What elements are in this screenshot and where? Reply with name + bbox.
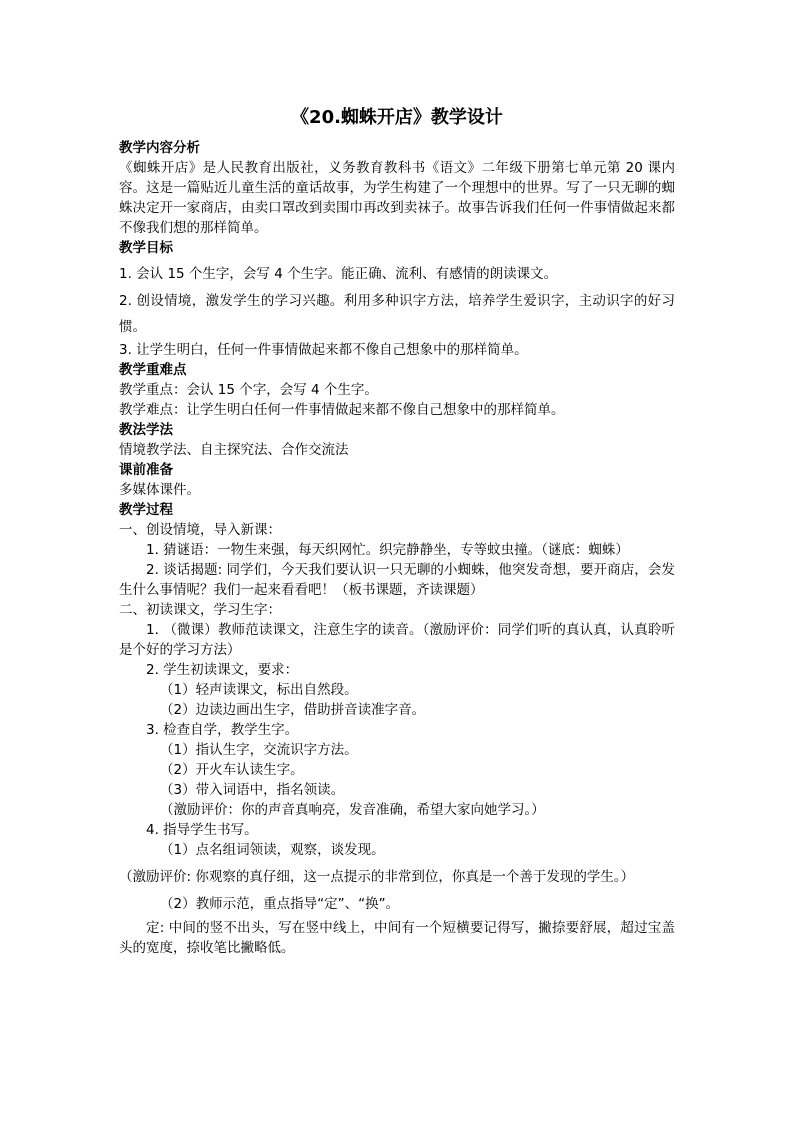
process-check-eval: （激励评价：你的声音真响亮，发音准确，希望大家向她学习。） (160, 802, 545, 818)
process-ding-guidance: 定: 中间的竖不出头，写在竖中线上，中间有一个短横要记得写，撇捺要舒展，超过宝盖头的宽度，捺收笔比撇略低。 (119, 920, 675, 956)
process-check-1: （1）指认生字，交流识字方法。 (160, 742, 358, 758)
objective-item-2: 2. 创设情境，激发学生的学习兴趣。利用多种识字方法，培养学生爱识字，主动识字的好习惯。 (119, 293, 675, 335)
objective-item-3: 3. 让学生明白，任何一件事情做起来都不像自己想象中的那样简单。 (119, 342, 528, 358)
process-writing-2: （2）教师示范，重点指导“定”、“换”。 (160, 896, 400, 912)
process-check-3: （3）带入词语中，指名领读。 (160, 782, 345, 798)
section-heading-objectives: 教学目标 (119, 240, 173, 256)
objective-item-1: 1. 会认 15 个生字，会写 4 个生字。能正确、流利、有感情的朗读课文。 (119, 266, 558, 282)
process-first-read-1: （1）轻声读课文，标出自然段。 (160, 682, 358, 698)
methods-text: 情境教学法、自主探究法、合作交流法 (119, 442, 349, 458)
process-writing-eval: （激励评价: 你观察的真仔细，这一点提示的非常到位，你真是一个善于发现的学生。） (119, 869, 635, 885)
process-check: 3. 检查自学，教学生字。 (146, 722, 299, 738)
process-part1-title: 一、创设情境，导入新课： (119, 522, 281, 538)
section-heading-content-analysis: 教学内容分析 (119, 140, 200, 156)
difficult-point-text: 教学难点：让学生明白任何一件事情做起来都不像自己想象中的那样简单。 (119, 402, 565, 418)
process-riddle: 1. 猜谜语：一物生来强，每天织网忙。织完静静坐，专等蚊虫撞。（谜底：蜘蛛） (146, 542, 629, 558)
section-heading-preparation: 课前准备 (119, 462, 173, 478)
process-topic: 2. 谈话揭题: 同学们，今天我们要认识一只无聊的小蜘蛛，他突发奇想，要开商店，会发生什么事情呢？我们一起来看看吧！（板书课题，齐读课题） (119, 562, 675, 598)
document-page (119, 104, 675, 958)
document-title: 《20.蜘蛛开店》教学设计 (291, 107, 503, 128)
process-writing: 4. 指导学生书写。 (146, 822, 258, 838)
preparation-text: 多媒体课件。 (119, 482, 200, 498)
process-first-read: 2. 学生初读课文，要求： (146, 662, 299, 678)
section-heading-key-points: 教学重难点 (119, 362, 187, 378)
content-analysis-text: 《蜘蛛开店》是人民教育出版社，义务教育教科书《语文》二年级下册第七单元第 20 课内容。这是一篇贴近儿童生活的童话故事，为学生构建了一个理想中的世界。写了一只无聊的蜘蛛决定开一家商店，由卖口罩改到卖围巾再改到卖袜子。故事告诉我们任何一件事情做起来都不像我们想的那样简单。 (119, 160, 675, 236)
process-model-reading: 1. （微课）教师范读课文，注意生字的读音。（激励评价：同学们听的真认真，认真聆听是个好的学习方法） (119, 622, 675, 658)
process-part2-title: 二、初读课文，学习生字： (119, 602, 281, 618)
process-writing-1: （1）点名组词领读，观察，谈发现。 (160, 842, 385, 858)
key-point-text: 教学重点：会认 15 个字，会写 4 个生字。 (119, 382, 378, 398)
section-heading-process: 教学过程 (119, 502, 173, 518)
section-heading-methods: 教法学法 (119, 422, 173, 438)
process-check-2: （2）开火车认读生字。 (160, 762, 304, 778)
process-first-read-2: （2）边读边画出生字，借助拼音读准字音。 (160, 702, 426, 718)
